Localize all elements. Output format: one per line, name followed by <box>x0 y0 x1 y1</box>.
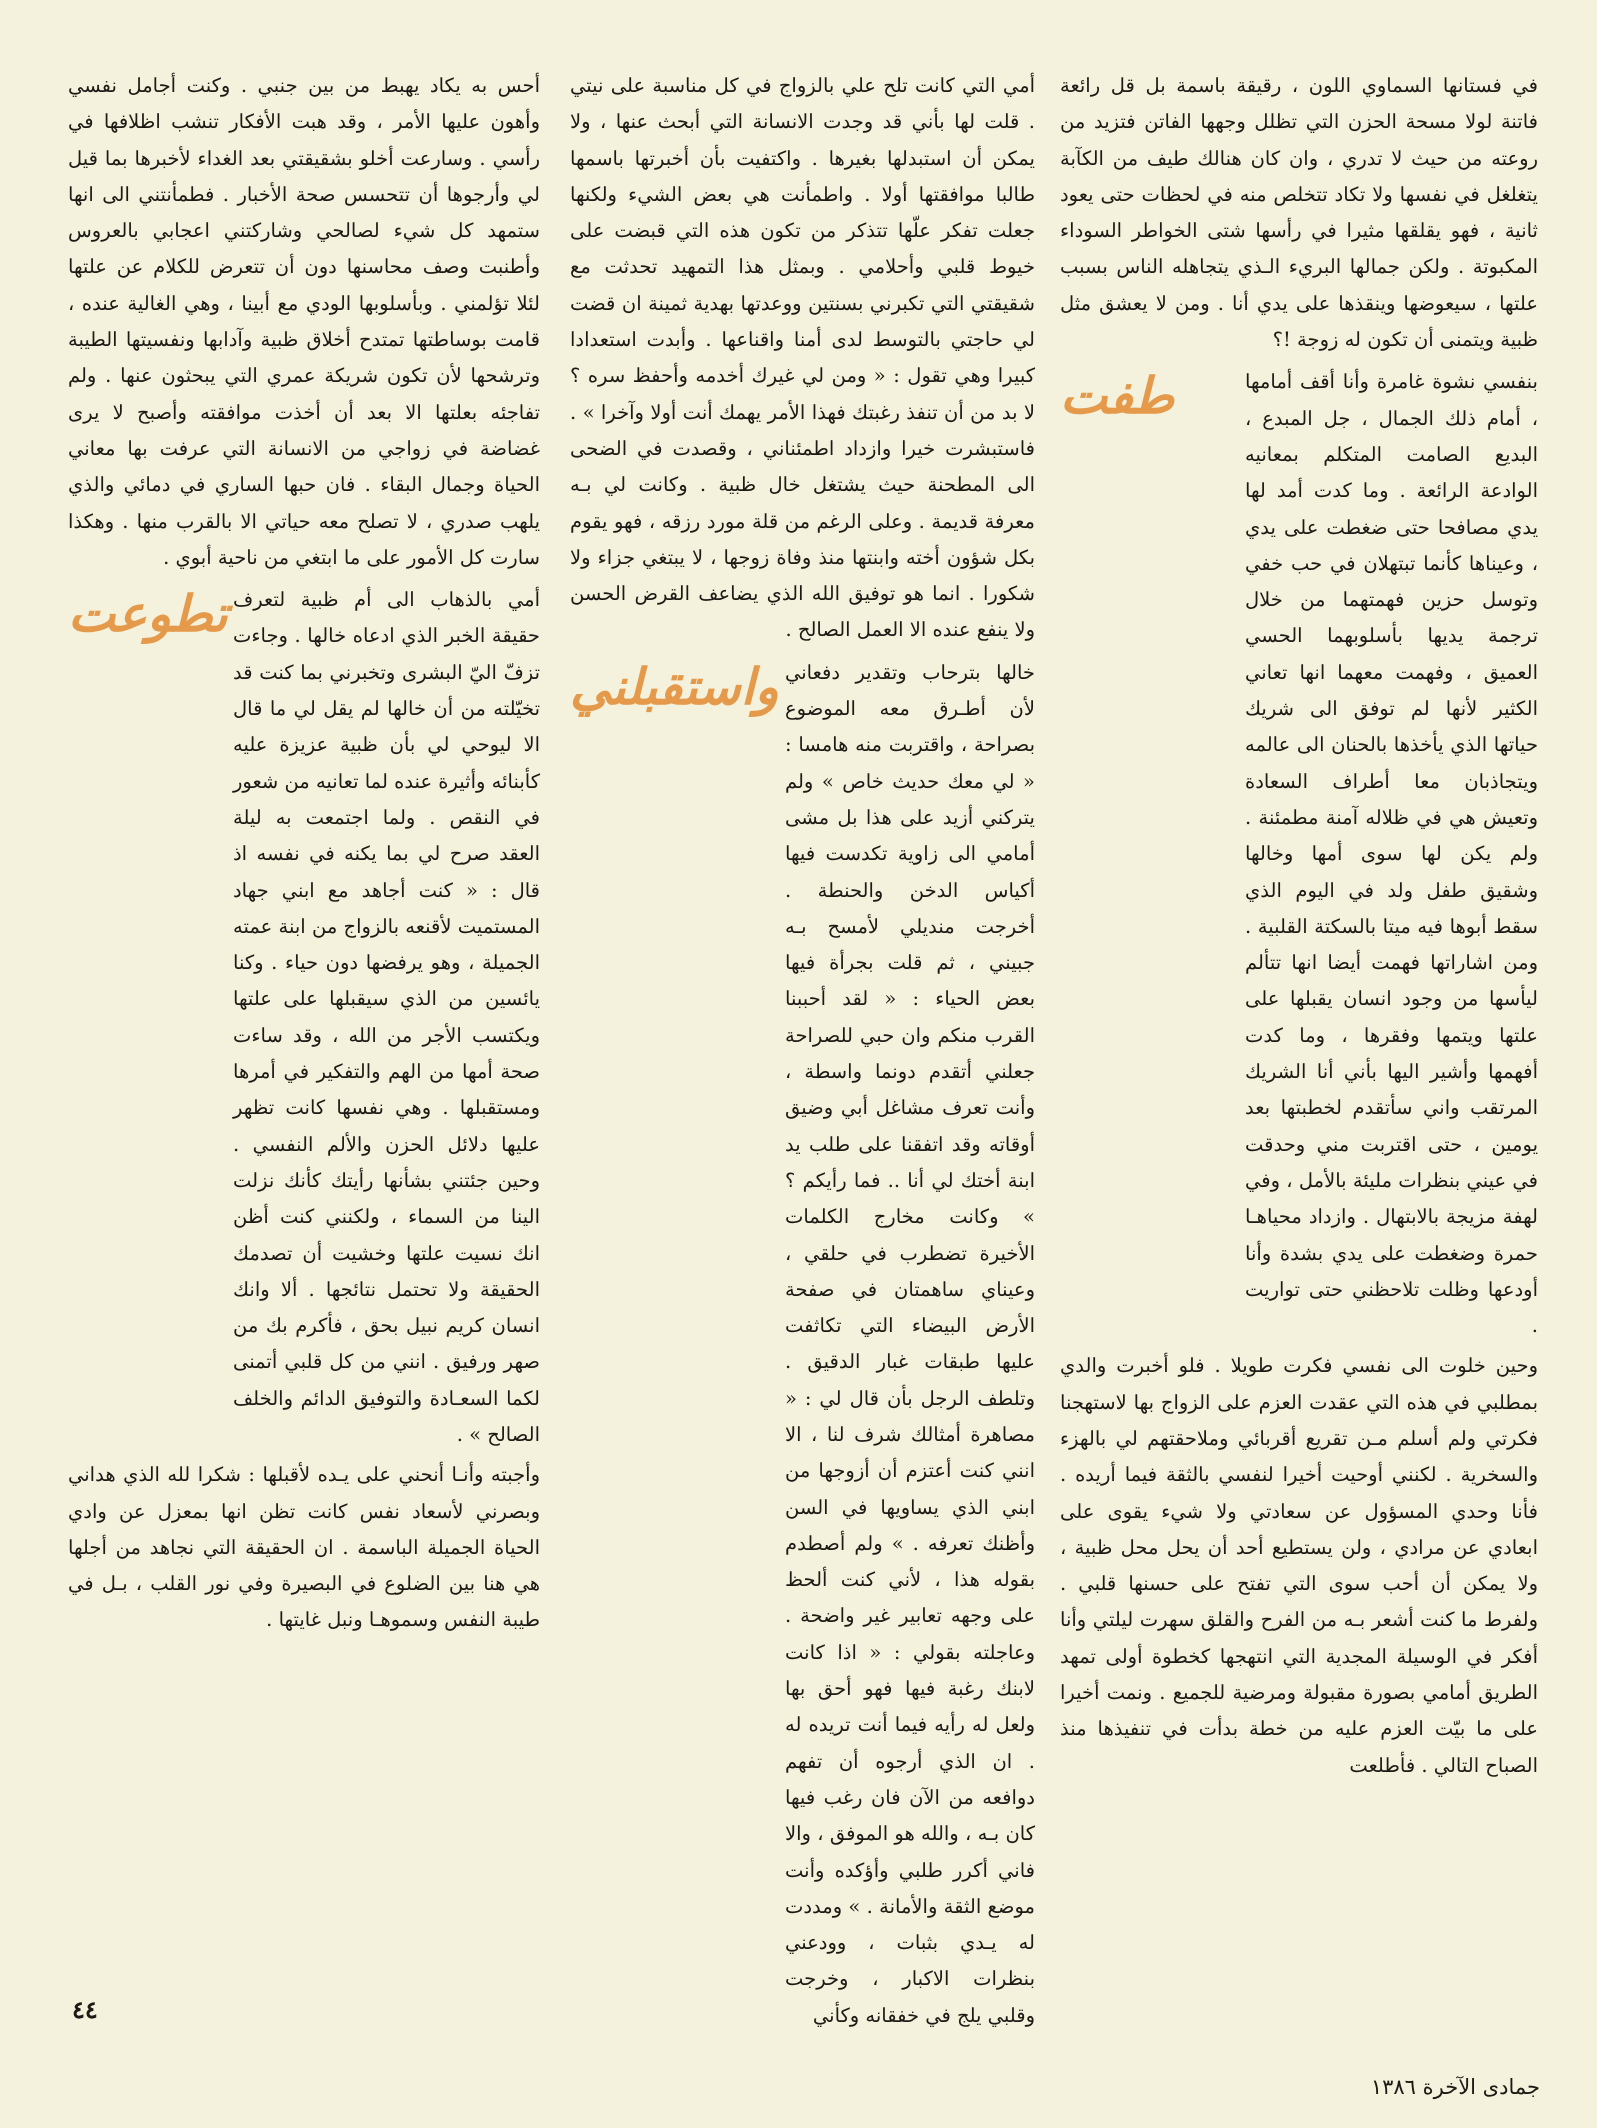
section-text-tafat: بنفسي نشوة غامرة وأنا أقف أمامها ، أمام ذلك الجمال ، جل المبدع ، البديع الصامت المتكلم بمعانيه الوادعة الرائعة . وما كدت أمد لها يدي مصافحا حتى ضغطت على يدي ، وعيناها كأنما تبتهلان في حب خفي وتوسل حزين فهمتهما من خلال ترجمة يديها بأسلوبهما الحسي العميق ، وفهمت معهما انها تعاني الكثير لأنها لم توفق الى شريك حياتها الذي يأخذها بالحنان الى عالمه ويتجاذبان معا أطراف السعادة وتعيش هي في ظلاله آمنة مطمئنة . ولم يكن لها سوى أمها وخالها وشقيق طفل ولد في اليوم الذي سقط أبوها فيه ميتا بالسكتة القلبية . ومن اشاراتها فهمت أيضا انها تتألم ليأسها من وجود انسان يقبلها على علتها ويتمها وفقرها ، وما كدت أفهمها وأشير اليها بأني أنا الشريك المرتقب واني سأتقدم لخطبتها بعد يومين ، حتى اقتربت مني وحدقت في عيني بنظرات مليئة بالأمل ، وفي لهفة مزيجة بالابتهال . وازداد محياهـا حمرة وضغطت على يدي بشدة وأنا أودعها وظلت تلاحظني حتى تواريت . <box>1245 370 1538 1338</box>
issue-date-footer: جمادى الآخرة ١٣٨٦ <box>1370 2075 1540 2099</box>
section-tatawaat <box>68 582 540 1453</box>
section-tafat <box>1060 364 1538 1344</box>
column-right-intro: في فستانها السماوي اللون ، رقيقة باسمة بل قل رائعة فاتنة لولا مسحة الحزن التي تظلل وجهها الفاتن فتزيد من روعته من حيث لا تدري ، وان كان هنالك طيف من الكآبة يتغلغل في نفسها ولا تكاد تتخلص منه في لحظات حتى يعود ثانية ، فهو يقلقها مثيرا في رأسها شتى الخواطر السوداء المكبوتة . ولكن جمالها البريء الـذي يتجاهله الناس بسبب علتها ، سيعوضها وينقذها على يدي أنا . ومن لا يعشق مثل ظبية ويتمنى أن تكون له زوجة !؟ <box>1060 74 1538 352</box>
section-text-istaqbalani: خالها بترحاب وتقدير دفعاني لأن أطـرق معه الموضوع بصراحة ، واقتربت منه هامسا : « لي معك حديث خاص » ولم يتركني أزيد على هذا بل مشى أمامي الى زاوية تكدست فيها أكياس الدخن والحنطة . أخرجت منديلي لأمسح بـه جبيني ، ثم قلت بجرأة فيها بعض الحياء : « لقد أحببنا القرب منكم وان حبي للصراحة جعلني أتقدم دونما واسطة ، وأنت تعرف مشاغل أبي وضيق أوقاته وقد اتفقنا على طلب يد ابنة أختك لي أنا .. فما رأيكم ؟ » وكانت مخارج الكلمات الأخيرة تضطرب في حلقي ، وعيناي ساهمتان في صفحة الأرض البيضاء التي تكاثفت عليها طبقات غبار الدقيق . وتلطف الرجل بأن قال لي : « مصاهرة أمثالك شرف لنا ، الا انني كنت أعتزم أن أزوجها من ابني الذي يساويها في السن وأظنك تعرفه . » ولم أصطدم بقوله هذا ، لأني كنت ألحظ على وجهه تعابير غير واضحة . وعاجلته بقولي : « اذا كانت لابنك رغبة فيها فهو أحق بها ولعل له رأيه فيما أنت تريده له . ان الذي أرجوه أن تفهم دوافعه من الآن فان رغب فيها كان بـه ، والله هو الموفق ، والا فاني أكرر طلبي وأؤكده وأنت موضع الثقة والأمانة . » ومددت له يـدي بثبات ، وودعني بنظرات الاكبار ، وخرجت وقلبي يلج في خفقانه وكأني <box>785 660 1035 2027</box>
column-right <box>1060 68 1538 1968</box>
column-left <box>68 68 540 1968</box>
section-text-tatawaat: أمي بالذهاب الى أم ظبية لتعرف حقيقة الخبر الذي ادعاه خالها . وجاءت تزفّ اليّ البشرى وتخبرني بما كنت قد تخيّلته من أن خالها لم يقل لي ما قال الا ليوحي لي بأن ظبية عزيزة عليه كأبنائه وأثيرة عنده لما تعانيه من شعور في النقص . ولما اجتمعت به ليلة العقد صرح لي بما يكنه في نفسه اذ قال : « كنت أجاهد مع ابني جهاد المستميت لأقنعه بالزواج من ابنة عمته الجميلة ، وهو يرفضها دون حياء . وكنا يائسين من الذي سيقبلها على علتها ويكتسب الأجر من الله ، وقد ساءت صحة أمها من الهم والتفكير في أمرها ومستقبلها . وهي نفسها كانت تظهر عليها دلائل الحزن والألم النفسي . وحين جئتني بشأنها رأيتك كأنك نزلت الينا من السماء ، ولكنني كنت أظن انك نسيت علتها وخشيت أن تصدمك الحقيقة ولا تحتمل نتائجها . ألا وانك انسان كريم نبيل بحق ، فأكرم بك من صهر ورفيق . انني من كل قلبي أتمنى لكما السعـادة والتوفيق الدائم والخلف الصالح » . <box>233 588 540 1446</box>
column-right-closing: وحين خلوت الى نفسي فكرت طويلا . فلو أخبرت والدي بمطلبي في هذه التي عقدت العزم على الزواج بها لاستهجنا فكرتي ولم أسلم مـن تقريع أقربائي وملاحقتهم لي بالهزء والسخرية . لكنني أوحيت أخيرا لنفسي بالثقة فيما أريده . فأنا وحدي المسؤول عن سعادتي ولا شيء يقوى على ابعادي عن مرادي ، ولن يستطيع أحد أن يحل محل ظبية ، ولا يمكن أن أحب سوى التي تفتح على حسنها قلبي . ولفرط ما كنت أشعر بـه من الفرح والقلق سهرت ليلتي وأنا أفكر في الوسيلة المجدية التي انتهجها كخطوة أولى تمهد الطريق أمامي بصورة مقبولة ومرضية للجميع . ونمت أخيرا على ما بيّت العزم عليه من خطة بدأت في تنفيذها منذ الصباح التالي . فأطلعت <box>1060 1354 1538 1777</box>
section-istaqbalani <box>570 655 1035 2034</box>
column-left-intro: أحس به يكاد يهبط من بين جنبي . وكنت أجامل نفسي وأهون عليها الأمر ، وقد هبت الأفكار تنشب اظلافها في رأسي . وسارعت أخلو بشقيقتي بعد الغداء لأخبرها بما قيل لي وأرجوها أن تتحسس صحة الأخبار . فطمأنتني الى انها ستمهد كل شيء لصالحي وشاركتني اعجابي بالعروس وأطنبت وصف محاسنها دون أن تتعرض للكلام عن علتها لئلا تؤلمني . وبأسلوبها الودي مع أبينا ، وهي الغالية عنده ، قامت بوساطتها تمتدح أخلاق ظبية وآدابها ونفسيتها الطيبة وترشحها لأن تكون شريكة عمري التي يبحثون عنها . ولم تفاجئه بعلتها الا بعد أن أخذت موافقته وأصبح لا يرى غضاضة في زواجي من الانسانة التي عرفت بها معاني الحياة وجمال البقاء . فان حبها الساري في دمائي والذي يلهب صدري ، لا تصلح معه حياتي الا بالقرب منها . وهكذا سارت كل الأمور على ما ابتغي من ناحية أبوي . <box>68 74 540 569</box>
column-middle <box>570 68 1035 2027</box>
column-left-closing: وأجبته وأنـا أنحني على يـده لأقبلها : شكرا لله الذي هداني وبصرني لأسعاد نفس كانت تظن انها بمعزل عن وادي الحياة الجميلة الباسمة . ان الحقيقة التي نجاهد من أجلها هي هنا بين الضلوع في البصيرة وفي نور القلب ، بـل في طيبة النفس وسموهـا ونبل غايتها . <box>68 1463 540 1632</box>
page-number: ٤٤ <box>72 1995 98 2024</box>
section-heading-tafat: طفت <box>1060 366 1175 426</box>
column-middle-intro: أمي التي كانت تلح علي بالزواج في كل مناسبة على نيتي . قلت لها بأني قد وجدت الانسانة التي أبحث عنها ، ولا يمكن أن استبدلها بغيرها . واكتفيت بأن أخبرتها باسمها طالبا موافقتها أولا . واطمأنت هي بعض الشيء ولكنها جعلت تفكر علّها تتذكر من تكون هذه التي قبضت على خيوط قلبي وأحلامي . وبمثل هذا التمهيد تحدثت مع شقيقتي التي تكبرني بسنتين ووعدتها بهدية ثمينة ان قضت لي حاجتي بالتوسط لدى أمنا واقناعها . وأبدت استعدادا كبيرا وهي تقول : « ومن لي غيرك أخدمه وأحفظ سره ؟ لا بد من أن تنفذ رغبتك فهذا الأمر يهمك أنت أولا وآخرا » . فاستبشرت خيرا وازداد اطمئناني ، وقصدت في الضحى الى المطحنة حيث يشتغل خال ظبية . وكانت لي بـه معرفة قديمة . وعلى الرغم من قلة مورد رزقه ، فهو يقوم بكل شؤون أخته وابنتها منذ وفاة زوجها ، لا يبتغي جزاء ولا شكورا . انما هو توفيق الله الذي يضاعف القرض الحسن ولا ينفع عنده الا العمل الصالح . <box>570 74 1035 642</box>
section-heading-tatawaat: تطوعت <box>68 584 228 644</box>
section-heading-istaqbalani: واستقبلني <box>570 656 779 716</box>
